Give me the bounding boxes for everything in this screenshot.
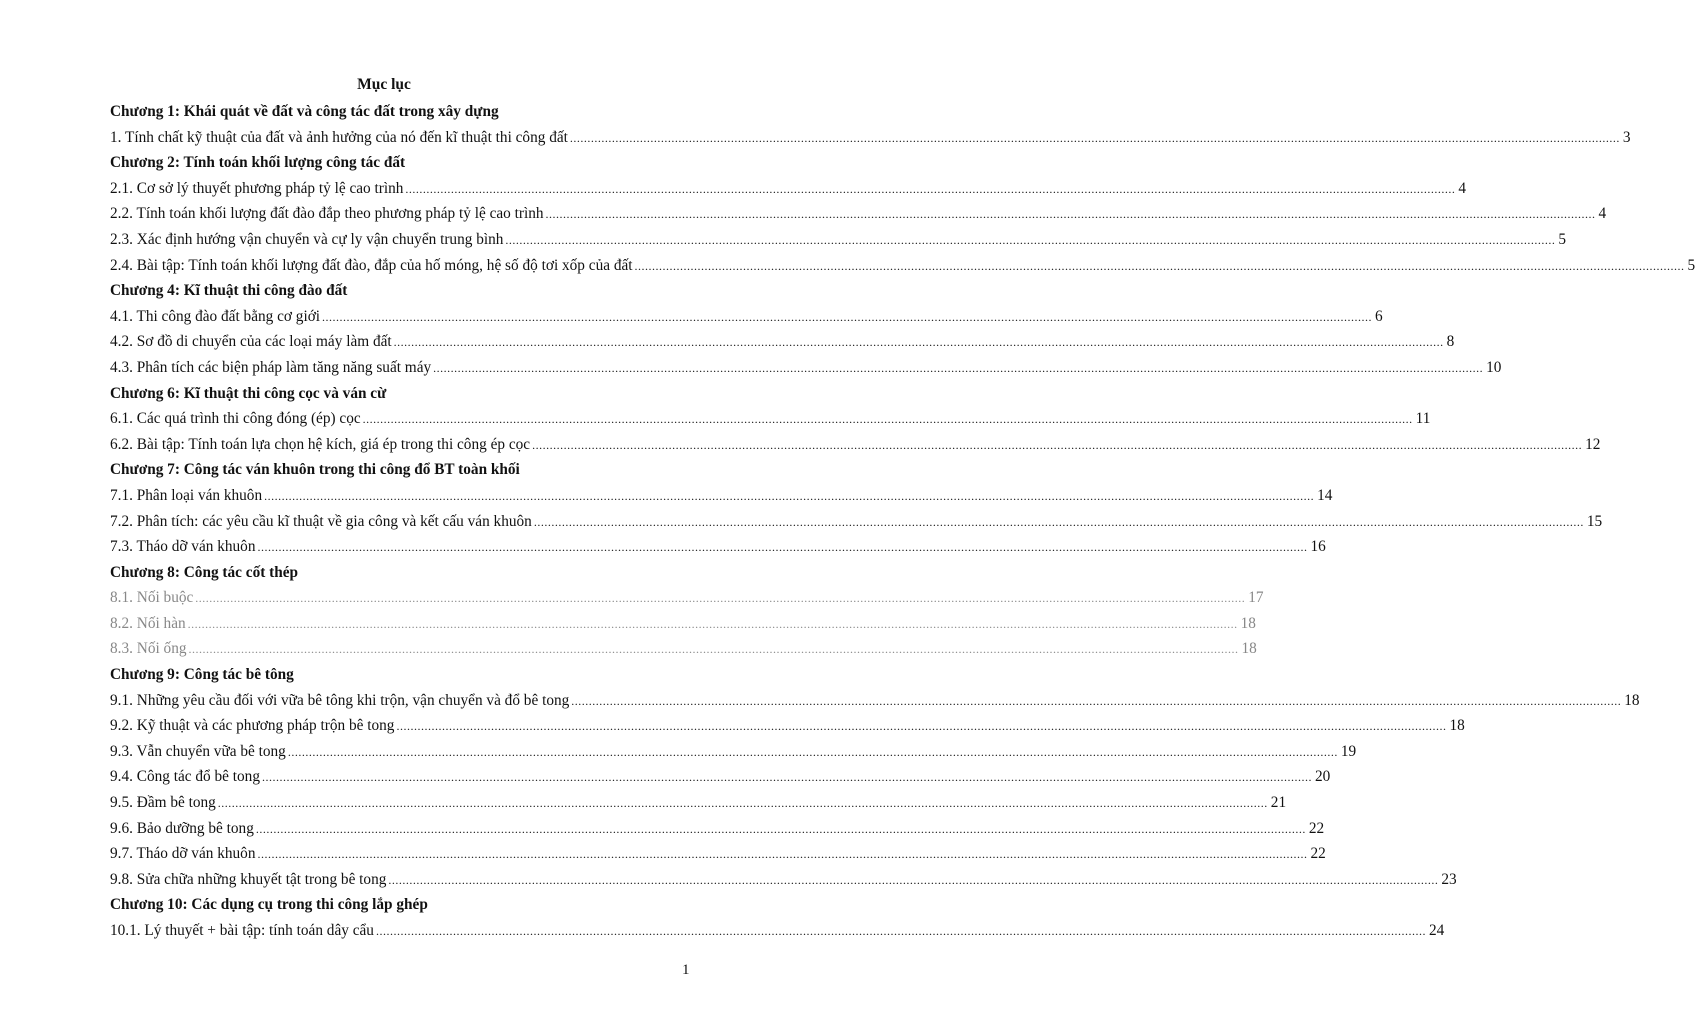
toc-entry[interactable] — [110, 253, 1695, 279]
page-number: 1 — [682, 962, 690, 978]
toc-entry-label: 9.8. Sửa chữa những khuyết tật trong bê tong — [110, 870, 387, 888]
toc-entry[interactable] — [110, 611, 1256, 637]
toc-chapter-heading: Chương 2: Tính toán khối lượng công tác đất — [110, 154, 406, 172]
toc-entry-label: 9.4. Công tác đổ bê tong — [110, 768, 260, 786]
toc-entry-label: 9.7. Tháo dỡ ván khuôn — [110, 845, 256, 863]
toc-leader-dots: ............................................................................................................................................................................................................................................................................................................ — [533, 514, 1584, 529]
toc-chapter-heading: Chương 8: Công tác cốt thép — [110, 563, 299, 581]
toc-entry-page: 4 — [1458, 179, 1467, 197]
toc-leader-dots: ............................................................................................................................................................................................................................................................................................................ — [396, 719, 1447, 734]
toc-entry-label: 9.5. Đầm bê tong — [110, 794, 216, 812]
toc-leader-dots: ............................................................................................................................................................................................................................................................................................................ — [188, 642, 1239, 657]
toc-entry[interactable] — [110, 227, 1567, 253]
toc-leader-dots: ............................................................................................................................................................................................................................................................................................................ — [433, 360, 1484, 375]
toc-leader-dots: ............................................................................................................................................................................................................................................................................................................ — [257, 847, 1308, 862]
toc-entry-label: 6.1. Các quá trình thi công đóng (ép) cọc — [110, 410, 361, 428]
toc-entry[interactable] — [110, 918, 1445, 944]
toc-title: Mục lục — [357, 76, 411, 93]
toc-leader-dots: ............................................................................................................................................................................................................................................................................................................ — [257, 540, 1308, 555]
toc-entry-page: 23 — [1441, 870, 1457, 888]
toc-entry-label: 10.1. Lý thuyết + bài tập: tính toán dây cẩu — [110, 922, 374, 939]
toc-leader-dots: ............................................................................................................................................................................................................................................................................................................ — [393, 335, 1444, 350]
toc-entry-page: 22 — [1308, 819, 1325, 837]
toc-chapter-heading: Chương 9: Công tác bê tông — [110, 666, 294, 684]
toc-entry-page: 16 — [1310, 538, 1326, 556]
toc-entry-page: 12 — [1585, 435, 1601, 453]
toc-entry[interactable] — [110, 509, 1603, 535]
toc-entry-page: 17 — [1248, 589, 1264, 607]
toc-chapter-heading: Chương 10: Các dụng cụ trong thi công lắp ghép — [110, 896, 428, 914]
toc-leader-dots: ............................................................................................................................................................................................................................................................................................................ — [187, 616, 1238, 631]
toc-entry-page: 18 — [1241, 640, 1257, 658]
toc-entry-label: 4.3. Phân tích các biện pháp làm tăng năng suất máy — [110, 358, 432, 376]
toc-entry-page: 18 — [1240, 614, 1256, 632]
toc-entry[interactable] — [110, 534, 1326, 560]
toc-chapter-heading: Chương 4: Kĩ thuật thi công đào đất — [110, 282, 348, 300]
toc-entry[interactable] — [110, 483, 1333, 509]
toc-entry[interactable] — [110, 176, 1467, 202]
toc-entry-label: 1. Tính chất kỹ thuật của đất và ảnh hưởng của nó đến kĩ thuật thi công đất — [110, 128, 568, 146]
toc-leader-dots: ............................................................................................................................................................................................................................................................................................................ — [287, 744, 1338, 759]
toc-chapter-heading: Chương 7: Công tác ván khuôn trong thi công đổ BT toàn khối — [110, 461, 520, 479]
toc-entry-label: 7.3. Tháo dỡ ván khuôn — [110, 538, 256, 556]
toc-entry-page: 21 — [1270, 794, 1287, 812]
toc-entry-label: 7.1. Phân loại ván khuôn — [110, 486, 263, 504]
toc-leader-dots: ............................................................................................................................................................................................................................................................................................................ — [569, 130, 1620, 145]
toc-entry-page: 24 — [1428, 922, 1445, 939]
toc-entry[interactable] — [110, 329, 1455, 355]
toc-chapter-heading: Chương 6: Kĩ thuật thi công cọc và ván cừ — [110, 384, 387, 402]
toc-entry-label: 4.1. Thi công đào đất bằng cơ giới — [110, 307, 321, 325]
toc-leader-dots: ............................................................................................................................................................................................................................................................................................................ — [255, 821, 1306, 836]
toc-entry-label: 9.3. Vẫn chuyển vữa bê tong — [110, 742, 286, 760]
toc-entry-page: 15 — [1586, 512, 1603, 530]
toc-entry[interactable] — [110, 636, 1257, 662]
toc-entry-page: 20 — [1314, 768, 1331, 786]
toc-entry[interactable] — [110, 688, 1640, 714]
toc-entry[interactable] — [110, 125, 1631, 151]
toc-entry-page: 3 — [1622, 128, 1631, 146]
toc-entry[interactable] — [110, 406, 1431, 432]
toc-entry-label: 2.3. Xác định hướng vận chuyển và cự ly vận chuyển trung bình — [110, 230, 504, 248]
toc-leader-dots: ............................................................................................................................................................................................................................................................................................................ — [264, 488, 1315, 503]
toc-entry-page: 22 — [1310, 845, 1326, 863]
toc-entry[interactable] — [110, 867, 1457, 893]
toc-leader-dots: ............................................................................................................................................................................................................................................................................................................ — [217, 796, 1268, 811]
toc-entry-page: 4 — [1598, 205, 1607, 223]
toc-entry[interactable] — [110, 764, 1331, 790]
toc-entry-page: 5 — [1687, 256, 1695, 274]
toc-entry-label: 8.1. Nối buộc — [110, 589, 194, 607]
toc-leader-dots: ............................................................................................................................................................................................................................................................................................................ — [545, 207, 1596, 222]
toc-entry-page: 18 — [1449, 717, 1465, 735]
toc-entry-page: 5 — [1558, 230, 1567, 248]
toc-entry-page: 8 — [1446, 333, 1455, 351]
toc-leader-dots: ............................................................................................................................................................................................................................................................................................................ — [505, 232, 1556, 247]
toc-entry[interactable] — [110, 713, 1465, 739]
toc-leader-dots: ............................................................................................................................................................................................................................................................................................................ — [362, 412, 1413, 427]
table-of-contents — [110, 99, 1695, 944]
toc-entry[interactable] — [110, 816, 1325, 842]
toc-entry-page: 14 — [1317, 486, 1333, 504]
toc-leader-dots: ............................................................................................................................................................................................................................................................................................................ — [405, 181, 1456, 196]
toc-entry-label: 2.2. Tính toán khối lượng đất đào đắp theo phương pháp tỷ lệ cao trình — [110, 205, 544, 223]
toc-leader-dots: ............................................................................................................................................................................................................................................................................................................ — [322, 309, 1373, 324]
toc-chapter-heading: Chương 1: Khái quát về đất và công tác đất trong xây dựng — [110, 103, 499, 120]
toc-entry[interactable] — [110, 585, 1264, 611]
toc-leader-dots: ............................................................................................................................................................................................................................................................................................................ — [375, 924, 1426, 938]
toc-entry-label: 9.6. Bảo dưỡng bê tong — [110, 819, 254, 837]
toc-leader-dots: ............................................................................................................................................................................................................................................................................................................ — [261, 770, 1312, 785]
toc-leader-dots: ............................................................................................................................................................................................................................................................................................................ — [532, 437, 1583, 452]
toc-entry[interactable] — [110, 841, 1326, 867]
toc-entry[interactable] — [110, 201, 1607, 227]
toc-entry-page: 11 — [1415, 410, 1431, 428]
toc-entry[interactable] — [110, 304, 1383, 330]
toc-leader-dots: ............................................................................................................................................................................................................................................................................................................ — [388, 872, 1439, 887]
toc-entry-label: 4.2. Sơ đồ di chuyển của các loại máy làm đất — [110, 333, 392, 351]
toc-entry[interactable] — [110, 432, 1601, 458]
toc-entry-page: 19 — [1340, 742, 1357, 760]
toc-entry[interactable] — [110, 739, 1357, 765]
toc-entry-label: 2.1. Cơ sở lý thuyết phương pháp tỷ lệ cao trình — [110, 179, 404, 197]
toc-entry[interactable] — [110, 355, 1502, 381]
toc-entry-label: 7.2. Phân tích: các yêu cầu kĩ thuật về gia công và kết cấu ván khuôn — [110, 512, 532, 530]
toc-entry-label: 8.3. Nối ống — [110, 640, 187, 658]
toc-entry-label: 9.2. Kỹ thuật và các phương pháp trộn bê tong — [110, 717, 395, 735]
toc-entry-label: 8.2. Nối hàn — [110, 614, 186, 632]
toc-entry-label: 9.1. Những yêu cầu đối với vữa bê tông khi trộn, vận chuyển và đổ bê tong — [110, 691, 570, 709]
toc-entry[interactable] — [110, 790, 1287, 816]
toc-entry-page: 6 — [1375, 307, 1383, 325]
toc-leader-dots: ............................................................................................................................................................................................................................................................................................................ — [634, 258, 1685, 273]
toc-leader-dots: ............................................................................................................................................................................................................................................................................................................ — [571, 693, 1622, 708]
toc-entry-label: 2.4. Bài tập: Tính toán khối lượng đất đào, đắp của hố móng, hệ số độ tơi xốp của đất — [110, 256, 633, 274]
toc-leader-dots: ............................................................................................................................................................................................................................................................................................................ — [195, 591, 1246, 606]
toc-entry-label: 6.2. Bài tập: Tính toán lựa chọn hệ kích, giá ép trong thi công ép cọc — [110, 435, 531, 453]
toc-entry-page: 18 — [1624, 691, 1640, 709]
toc-entry-page: 10 — [1486, 358, 1502, 376]
